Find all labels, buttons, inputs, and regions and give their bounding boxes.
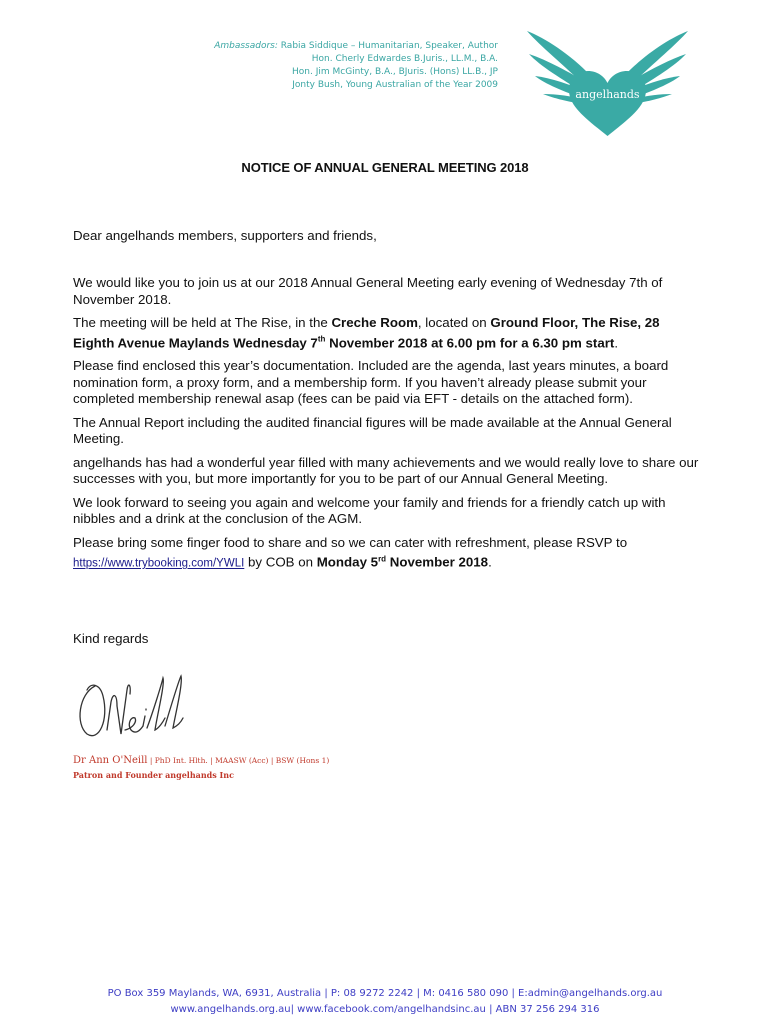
angelhands-logo (525, 26, 690, 138)
ambassador-3: Hon. Jim McGinty, B.A., BJuris. (Hons) LL.B., JP (292, 67, 498, 77)
ambassador-1: Rabia Siddique – Humanitarian, Speaker, Author (277, 41, 498, 51)
paragraph-3: Please find enclosed this year’s documentation. Included are the agenda, last years minutes, a board nomination form, a proxy form, and a membership form. If you haven’t already please submit your completed membership renewal asap (fees can be paid via EFT - details on the attached form). (73, 358, 669, 407)
ambassador-2: Hon. Cherly Edwardes B.Juris., LL.M., B.A. (311, 54, 498, 64)
ambassador-4: Jonty Bush, Young Australian of the Year 2009 (292, 80, 498, 90)
closing: Kind regards (73, 631, 149, 646)
letter-body (73, 275, 701, 579)
paragraph-2: The meeting will be held at The Rise, in the Creche Room, located on Ground Floor, The Rise, 28 Eighth Avenue Maylands Wednesday 7th November 2018 at 6.00 pm for a 6.30 pm start. (73, 315, 660, 350)
paragraph-5: angelhands has had a wonderful year filled with many achievements and we would really love to share our successes with you, but more importantly for you to be part of our Annual General Meeting. (73, 454, 699, 487)
footer-contact: PO Box 359 Maylands, WA, 6931, Australia | P: 08 9272 2242 | M: 0416 580 090 | E:admin@angelhands.org.au (107, 988, 663, 999)
signatory-credentials: | PhD Int. Hlth. | MAASW (Acc) | BSW (Hons 1) (147, 756, 330, 765)
paragraph-4: The Annual Report including the audited financial figures will be made available at the Annual General Meeting. (73, 414, 672, 447)
footer-web: www.angelhands.org.au| www.facebook.com/angelhandsinc.au | ABN 37 256 294 316 (170, 1004, 600, 1015)
paragraph-1: We would like you to join us at our 2018 Annual General Meeting early evening of Wednesday 7th of November 2018. (73, 275, 663, 307)
signature-text: O'Neill (73, 672, 76, 673)
paragraph-7: Please bring some finger food to share and so we can cater with refreshment, please RSVP to https://www.trybooking.com/YWLI by COB on Monday 5rd November 2018. (73, 534, 628, 570)
ambassadors-block (178, 40, 498, 92)
paragraph-6: We look forward to seeing you again and welcome your family and friends for a friendly catch up with nibbles and a drink at the conclusion of the AGM. (73, 494, 666, 527)
signatory-name: Dr Ann O'Neill | PhD Int. Hlth. | MAASW (Acc) | BSW (Hons 1) (73, 755, 330, 766)
logo-text: angelhands (575, 88, 640, 101)
signatory-role: Patron and Founder angelhands Inc (73, 770, 234, 780)
greeting: Dear angelhands members, supporters and friends, (73, 228, 377, 243)
handwritten-signature (73, 672, 188, 750)
ambassadors-lead: Ambassadors: (214, 41, 278, 51)
rsvp-link[interactable]: https://www.trybooking.com/YWLI (73, 557, 245, 570)
page-title: NOTICE OF ANNUAL GENERAL MEETING 2018 (241, 160, 529, 175)
